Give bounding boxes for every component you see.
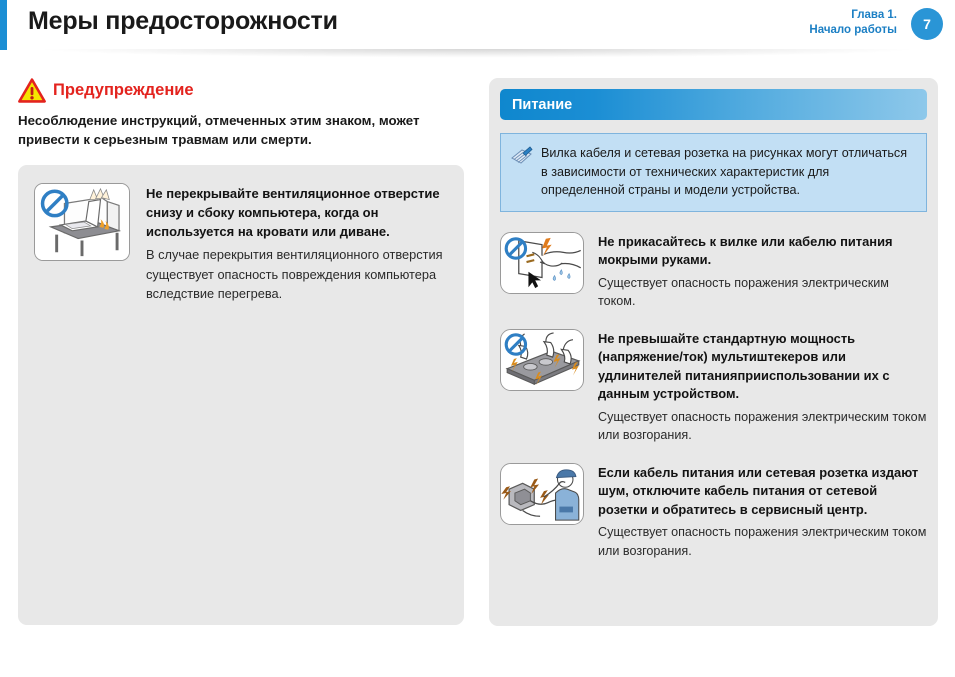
section-title: Питание [512, 96, 573, 113]
warning-triangle-icon [18, 78, 46, 103]
list-item-body [598, 463, 927, 561]
list-item [34, 183, 448, 304]
chapter-number: Глава 1. [851, 9, 897, 21]
list-item-body [146, 183, 448, 304]
chapter-name: Начало работы [809, 24, 897, 36]
list-item-body [598, 329, 927, 445]
list-item-description: Существует опасность поражения электрическим током или возгорания. [598, 525, 927, 558]
page-title: Меры предосторожности [28, 7, 338, 35]
left-column [18, 78, 464, 625]
warning-heading [18, 78, 464, 103]
list-item-body [598, 232, 927, 311]
page-header [0, 0, 955, 56]
service-center-technician-icon [500, 463, 584, 525]
warning-description: Несоблюдение инструкций, отмеченных этим знаком, может привести к серьезным травмам или смерти. [18, 113, 420, 147]
right-column [489, 78, 938, 626]
list-item-title: Не прикасайтесь к вилке или кабелю питания мокрыми руками. [598, 233, 893, 267]
section-title-bar [500, 89, 927, 120]
header-accent-bar [0, 0, 7, 50]
list-item-title: Если кабель питания или сетевая розетка издают шум, отключите кабель питания от сетевой розетки и обратитесь в сервисный центр. [598, 464, 919, 517]
note-box [500, 133, 927, 212]
no-blocking-vent-laptop-on-sofa-icon [34, 183, 130, 261]
list-item-description: В случае перекрытия вентиляционного отверстия существует опасность повреждения компьютера вследствие перегрева. [146, 247, 443, 301]
chapter-indicator [809, 8, 897, 38]
page-number-badge: 7 [911, 8, 943, 40]
list-item-title: Не перекрывайте вентиляционное отверстие снизу и сбоку компьютера, когда он используется на кровати или диване. [146, 186, 440, 239]
left-warning-panel [18, 165, 464, 625]
no-overload-power-strip-icon [500, 329, 584, 391]
note-text: Вилка кабеля и сетевая розетка на рисунках могут отличаться в зависимости от технических характеристик для определенной страны и модели устройства. [541, 146, 908, 197]
list-item-description: Существует опасность поражения электрическим током или возгорания. [598, 409, 927, 442]
power-section-panel [489, 78, 938, 626]
list-item [500, 463, 927, 561]
no-wet-hands-plug-icon [500, 232, 584, 294]
list-item-description: Существует опасность поражения электрическим током. [598, 275, 889, 308]
note-pen-icon [511, 146, 533, 166]
list-item [500, 329, 927, 445]
list-item [500, 232, 927, 311]
list-item-title: Не превышайте стандартную мощность (напряжение/ток) мультиштекеров или удлинителей питанияприиспользовании их с данным устройством. [598, 330, 890, 401]
warning-label: Предупреждение [53, 81, 194, 99]
page-content [0, 56, 955, 677]
